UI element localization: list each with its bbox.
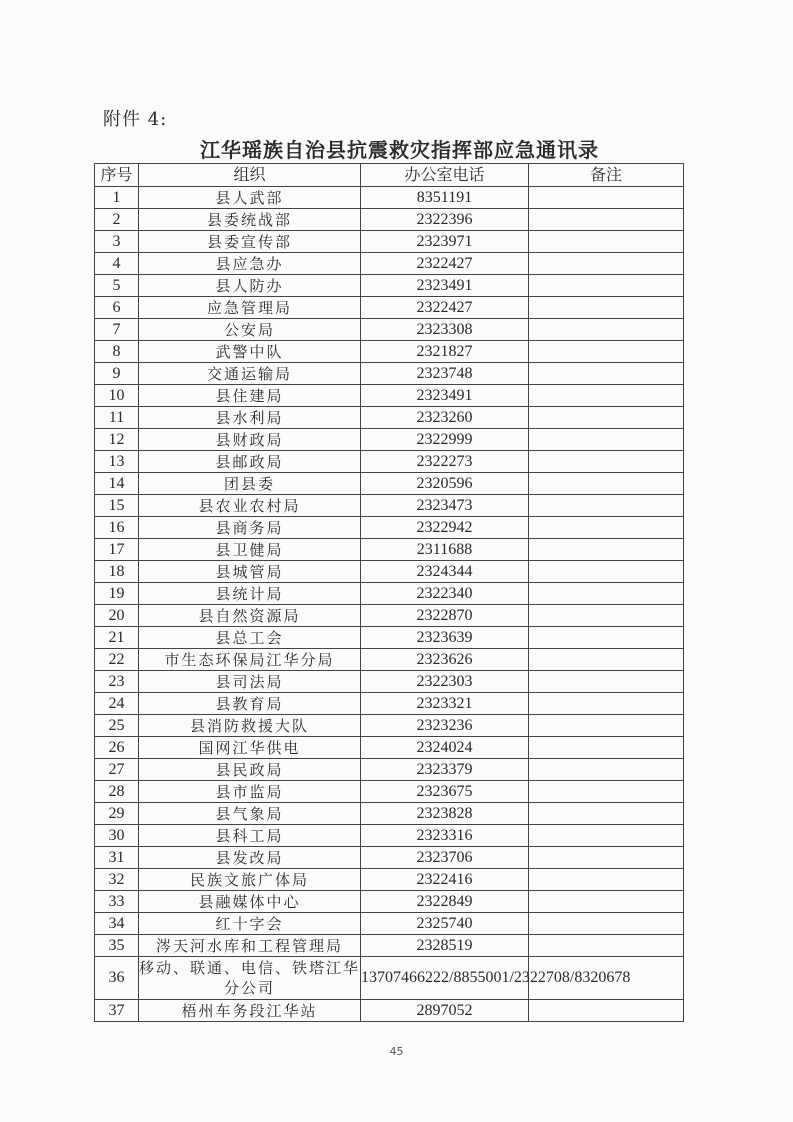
org-cell: 县自然资源局 — [139, 605, 361, 627]
note-cell — [529, 605, 684, 627]
note-cell — [529, 539, 684, 561]
seq-cell: 18 — [95, 561, 139, 583]
phone-cell: 2322849 — [361, 891, 529, 913]
note-cell — [529, 825, 684, 847]
table-row — [95, 737, 684, 759]
org-cell: 应急管理局 — [139, 297, 361, 319]
table-row — [95, 363, 684, 385]
table-row — [95, 825, 684, 847]
seq-cell: 16 — [95, 517, 139, 539]
seq-cell: 15 — [95, 495, 139, 517]
table-row — [95, 627, 684, 649]
seq-cell: 36 — [95, 957, 139, 1000]
table-row — [95, 561, 684, 583]
org-cell: 武警中队 — [139, 341, 361, 363]
seq-cell: 32 — [95, 869, 139, 891]
note-cell — [529, 253, 684, 275]
seq-cell: 8 — [95, 341, 139, 363]
org-cell: 县农业农村局 — [139, 495, 361, 517]
seq-cell: 12 — [95, 429, 139, 451]
org-cell: 涔天河水库和工程管理局 — [139, 935, 361, 957]
seq-cell: 9 — [95, 363, 139, 385]
phone-cell: 2323308 — [361, 319, 529, 341]
note-cell — [529, 803, 684, 825]
phone-cell: 2323491 — [361, 385, 529, 407]
phone-cell: 13707466222/8855001/2322708/8320678 — [361, 957, 529, 1000]
table-row — [95, 803, 684, 825]
table-row — [95, 495, 684, 517]
org-cell: 国网江华供电 — [139, 737, 361, 759]
phone-cell: 2322427 — [361, 297, 529, 319]
table-row — [95, 781, 684, 803]
org-cell: 梧州车务段江华站 — [139, 1000, 361, 1022]
table-row — [95, 187, 684, 209]
seq-cell: 11 — [95, 407, 139, 429]
org-cell: 县应急办 — [139, 253, 361, 275]
note-cell — [529, 187, 684, 209]
phone-cell: 2897052 — [361, 1000, 529, 1022]
org-cell: 县人防办 — [139, 275, 361, 297]
seq-cell: 14 — [95, 473, 139, 495]
note-cell — [529, 517, 684, 539]
note-cell — [529, 297, 684, 319]
phone-cell: 2322303 — [361, 671, 529, 693]
seq-cell: 6 — [95, 297, 139, 319]
org-cell: 县总工会 — [139, 627, 361, 649]
phone-cell: 2322273 — [361, 451, 529, 473]
org-cell: 红十字会 — [139, 913, 361, 935]
phone-cell: 2322942 — [361, 517, 529, 539]
note-cell — [529, 319, 684, 341]
table-row — [95, 1000, 684, 1022]
org-cell: 市生态环保局江华分局 — [139, 649, 361, 671]
note-cell — [529, 341, 684, 363]
org-cell: 县商务局 — [139, 517, 361, 539]
table-row — [95, 517, 684, 539]
seq-cell: 37 — [95, 1000, 139, 1022]
phone-cell: 2323828 — [361, 803, 529, 825]
contact-table — [94, 163, 684, 1022]
phone-cell: 2323473 — [361, 495, 529, 517]
note-cell — [529, 583, 684, 605]
org-cell: 县人武部 — [139, 187, 361, 209]
org-cell: 县融媒体中心 — [139, 891, 361, 913]
note-cell — [529, 759, 684, 781]
note-cell — [529, 385, 684, 407]
org-cell: 县民政局 — [139, 759, 361, 781]
phone-cell: 2322870 — [361, 605, 529, 627]
phone-cell: 2323236 — [361, 715, 529, 737]
org-cell: 民族文旅广体局 — [139, 869, 361, 891]
note-cell — [529, 1000, 684, 1022]
seq-cell: 21 — [95, 627, 139, 649]
table-row — [95, 539, 684, 561]
org-cell: 县消防救援大队 — [139, 715, 361, 737]
seq-cell: 3 — [95, 231, 139, 253]
table-row — [95, 407, 684, 429]
phone-cell: 2328519 — [361, 935, 529, 957]
document-title: 江华瑶族自治县抗震救灾指挥部应急通讯录 — [200, 138, 599, 162]
note-cell — [529, 847, 684, 869]
table-row — [95, 473, 684, 495]
seq-cell: 27 — [95, 759, 139, 781]
page-number: 45 — [389, 1045, 404, 1058]
note-cell — [529, 715, 684, 737]
phone-cell: 2324344 — [361, 561, 529, 583]
phone-cell: 2322999 — [361, 429, 529, 451]
note-cell — [529, 363, 684, 385]
phone-cell: 2325740 — [361, 913, 529, 935]
org-cell: 公安局 — [139, 319, 361, 341]
table-row — [95, 297, 684, 319]
phone-cell: 2322416 — [361, 869, 529, 891]
table-row — [95, 715, 684, 737]
phone-cell: 8351191 — [361, 187, 529, 209]
note-cell — [529, 693, 684, 715]
org-cell: 县水利局 — [139, 407, 361, 429]
table-row — [95, 891, 684, 913]
table-row — [95, 341, 684, 363]
header-seq: 序号 — [95, 164, 139, 187]
phone-cell: 2323491 — [361, 275, 529, 297]
seq-cell: 33 — [95, 891, 139, 913]
seq-cell: 29 — [95, 803, 139, 825]
org-cell: 县邮政局 — [139, 451, 361, 473]
seq-cell: 22 — [95, 649, 139, 671]
table-row — [95, 231, 684, 253]
note-cell — [529, 935, 684, 957]
phone-cell: 2322427 — [361, 253, 529, 275]
phone-cell: 2323706 — [361, 847, 529, 869]
table-row — [95, 869, 684, 891]
seq-cell: 20 — [95, 605, 139, 627]
org-cell: 县市监局 — [139, 781, 361, 803]
phone-cell: 2323379 — [361, 759, 529, 781]
phone-cell: 2320596 — [361, 473, 529, 495]
table-row — [95, 209, 684, 231]
header-note: 备注 — [529, 164, 684, 187]
seq-cell: 5 — [95, 275, 139, 297]
seq-cell: 4 — [95, 253, 139, 275]
org-cell: 县司法局 — [139, 671, 361, 693]
table-header-row — [95, 164, 684, 187]
seq-cell: 7 — [95, 319, 139, 341]
table-row — [95, 429, 684, 451]
table-row — [95, 605, 684, 627]
table-row — [95, 847, 684, 869]
seq-cell: 17 — [95, 539, 139, 561]
phone-cell: 2323260 — [361, 407, 529, 429]
phone-cell: 2323316 — [361, 825, 529, 847]
table-row — [95, 275, 684, 297]
note-cell — [529, 781, 684, 803]
header-phone: 办公室电话 — [361, 164, 529, 187]
note-cell — [529, 671, 684, 693]
org-cell: 移动、联通、电信、铁塔江华分公司 — [139, 957, 361, 1000]
phone-cell: 2323971 — [361, 231, 529, 253]
note-cell — [529, 913, 684, 935]
org-cell: 县教育局 — [139, 693, 361, 715]
org-cell: 县卫健局 — [139, 539, 361, 561]
seq-cell: 28 — [95, 781, 139, 803]
note-cell — [529, 451, 684, 473]
note-cell — [529, 231, 684, 253]
org-cell: 县委宣传部 — [139, 231, 361, 253]
phone-cell: 2323748 — [361, 363, 529, 385]
phone-cell: 2323639 — [361, 627, 529, 649]
seq-cell: 1 — [95, 187, 139, 209]
note-cell — [529, 275, 684, 297]
seq-cell: 34 — [95, 913, 139, 935]
note-cell — [529, 495, 684, 517]
table-row — [95, 319, 684, 341]
table-row — [95, 913, 684, 935]
note-cell — [529, 429, 684, 451]
phone-cell: 2323675 — [361, 781, 529, 803]
seq-cell: 26 — [95, 737, 139, 759]
table-row — [95, 935, 684, 957]
phone-cell: 2321827 — [361, 341, 529, 363]
header-org: 组织 — [139, 164, 361, 187]
table-row — [95, 451, 684, 473]
note-cell — [529, 891, 684, 913]
phone-cell: 2323626 — [361, 649, 529, 671]
table-row — [95, 693, 684, 715]
org-cell: 县委统战部 — [139, 209, 361, 231]
phone-cell: 2322340 — [361, 583, 529, 605]
note-cell — [529, 473, 684, 495]
phone-cell: 2311688 — [361, 539, 529, 561]
note-cell — [529, 869, 684, 891]
org-cell: 县发改局 — [139, 847, 361, 869]
note-cell — [529, 627, 684, 649]
attachment-label: 附件 4: — [103, 109, 168, 130]
table-row — [95, 385, 684, 407]
table-row — [95, 671, 684, 693]
seq-cell: 10 — [95, 385, 139, 407]
note-cell — [529, 649, 684, 671]
org-cell: 团县委 — [139, 473, 361, 495]
seq-cell: 30 — [95, 825, 139, 847]
org-cell: 县财政局 — [139, 429, 361, 451]
note-cell — [529, 407, 684, 429]
org-cell: 县城管局 — [139, 561, 361, 583]
note-cell — [529, 561, 684, 583]
phone-cell: 2322396 — [361, 209, 529, 231]
table-row — [95, 957, 684, 1000]
seq-cell: 13 — [95, 451, 139, 473]
org-cell: 县气象局 — [139, 803, 361, 825]
phone-cell: 2324024 — [361, 737, 529, 759]
seq-cell: 19 — [95, 583, 139, 605]
org-cell: 县统计局 — [139, 583, 361, 605]
seq-cell: 23 — [95, 671, 139, 693]
note-cell — [529, 737, 684, 759]
table-row — [95, 649, 684, 671]
table-row — [95, 759, 684, 781]
seq-cell: 35 — [95, 935, 139, 957]
table-row — [95, 253, 684, 275]
seq-cell: 24 — [95, 693, 139, 715]
table-row — [95, 583, 684, 605]
org-cell: 县住建局 — [139, 385, 361, 407]
seq-cell: 31 — [95, 847, 139, 869]
seq-cell: 2 — [95, 209, 139, 231]
note-cell — [529, 209, 684, 231]
phone-cell: 2323321 — [361, 693, 529, 715]
org-cell: 县科工局 — [139, 825, 361, 847]
org-cell: 交通运输局 — [139, 363, 361, 385]
seq-cell: 25 — [95, 715, 139, 737]
